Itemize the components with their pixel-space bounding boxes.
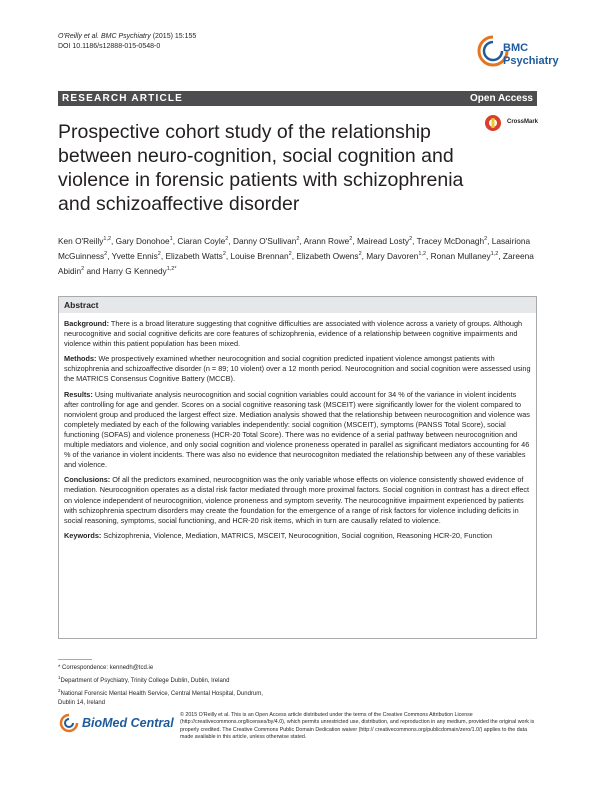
author-name[interactable]: Louise Brennan: [230, 250, 289, 261]
section-label: Keywords:: [64, 530, 102, 540]
author-affiliation-marker: 2: [288, 250, 292, 257]
author-affiliation-marker: 2: [222, 250, 226, 257]
author-name[interactable]: Elizabeth Watts: [165, 250, 223, 261]
author-name[interactable]: Mairead Losty: [356, 235, 410, 246]
abstract-section-methods: [64, 354, 532, 384]
author-name[interactable]: Tracey McDonagh: [416, 235, 485, 246]
author-affiliation-marker: 2: [349, 236, 353, 242]
citation-volume: (2015) 15:155: [150, 33, 197, 40]
author-name[interactable]: Gary Donohoe: [115, 235, 170, 246]
author-affiliation-marker: 2: [484, 236, 488, 242]
footnotes: [58, 664, 298, 708]
crossmark-label: CrossMark: [507, 119, 539, 125]
abstract-section-background: [64, 319, 532, 349]
section-label: Background:: [64, 319, 109, 328]
author-affiliation-marker: 2: [409, 236, 413, 242]
affiliation-1-text: Department of Psychiatry, Trinity College Dublin, Dublin, Ireland: [60, 678, 230, 684]
author-name[interactable]: Ken O'Reilly: [58, 235, 104, 246]
author-name[interactable]: Mary Davoren: [366, 250, 419, 261]
author-list: Ken O'Reilly$^{1,2}$, Gary Donohoe$^1$, Ciaran Coyle$^2$, Danny O'Sullivan$^2$, Arann Rowe$^2$, Mairead Losty$^2$, Tracey McDonagh$^2$, Lasairiona McGuinness$^2$, Yvette Ennis$^2$, Elizabeth Watts$^2$, Louise Brennan$^2$, Elizabeth Owens$^2$, Mary Davoren$^{1,2}$, Ronan Mullaney$^{1,2}$, Zareena Abidin$^2$ and Harry G Kennedy$^{1,2*}$: [58, 235, 534, 276]
biomed-central-swirl-icon: [58, 713, 80, 733]
author-name[interactable]: Lasairiona McGuinness: [58, 235, 531, 261]
section-label: Methods:: [64, 354, 97, 364]
author-affiliation-marker: 1,2: [490, 250, 499, 257]
abstract-section-keywords: [64, 531, 532, 541]
section-text: Using multivariate analysis neurocognition and social cognition variables could account for 34 % of the variance in violent incidents after controlling for age and gender. Scores on a social cognitive reasoning task (MSCEIT) were significantly lower for the violent compared to nonviolent group and produced the largest effect size. Mediation analysis showed that the relationship between neurocognition and violence was completely mediated by each of the following variables independently: social cognition (MSCEIT), symptoms (PANSS Total Score), social functioning (SOFAS) and violence proneness (HCR-20 Total Score). There was no evidence of a serial pathway between neurocognition and multiple mediators and violence, and only social cognition and violence proneness operated in parallel as significant mediators accounting for 46 % of the variance in violent incidents. There was also no evidence that neurocogniton mediated the relationship between any of these variables and violence.: [64, 389, 530, 470]
author-name[interactable]: Harry G Kennedy: [102, 265, 167, 276]
author-affiliation-marker: 2: [81, 265, 85, 272]
crossmark-badge[interactable]: [484, 114, 544, 132]
crossmark-icon: [484, 114, 504, 132]
author-affiliation-marker: 2: [358, 250, 362, 257]
author-affiliation-marker: 1,2: [418, 250, 427, 257]
abstract-heading: Abstract: [59, 297, 536, 313]
author-name[interactable]: Ronan Mullaney: [430, 250, 491, 261]
footnote-divider: [58, 659, 92, 660]
author-name[interactable]: Danny O'Sullivan: [232, 235, 297, 246]
logo-text-journal: Psychiatry: [503, 55, 559, 67]
section-label: Conclusions:: [64, 475, 111, 485]
author-name[interactable]: Elizabeth Owens: [296, 250, 359, 261]
license-statement: © 2015 O'Reilly et al. This is an Open Access article distributed under the terms of the Creative Commons Attribution License (http://creativecommons.org/licenses/by/4.0), which permits unrestricted use, distribution, and reproduction in any medium, provided the original work is properly credited. The Creative Commons Public Domain Dedication waiver (http:// creativecommons.org/publicdomain/zero/1.0/) applies to the data made available in this article, unless otherwise stated.: [180, 712, 535, 741]
author-affiliation-marker: 2: [225, 236, 229, 242]
doi[interactable]: DOI 10.1186/s12888-015-0548-0: [58, 43, 161, 50]
author-affiliation-marker: 1: [169, 236, 173, 242]
abstract-box: [58, 296, 537, 639]
author-name[interactable]: Arann Rowe: [303, 235, 350, 246]
author-name[interactable]: Yvette Ennis: [111, 250, 158, 261]
section-label: Results:: [64, 389, 93, 399]
section-text: There is a broad literature suggesting that cognitive difficulties are associated with violence across a variety of groups. Although neurocognitive and social cognitive deficits are core features of schizophrenia, evidence of a relationship between cognitive impairments and violence within this patient population has been mixed.: [64, 319, 523, 349]
journal-name: O'Reilly et al. BMC Psychiatry: [58, 33, 151, 40]
author-affiliation-marker: 2: [104, 250, 108, 257]
affiliation-2-continued: Dublin 14, Ireland: [58, 700, 106, 706]
article-banner: [58, 91, 537, 106]
bmc-psychiatry-logo[interactable]: [476, 28, 559, 76]
correspondence-email[interactable]: * Correspondence: kennedh@tcd.ie: [58, 665, 154, 671]
biomed-central-text: BioMed Central: [82, 716, 174, 730]
citation-block: [58, 32, 196, 52]
abstract-body: [64, 319, 532, 546]
affiliation-2-text: National Forensic Mental Health Service, Central Mental Hospital, Dundrum,: [60, 691, 263, 697]
affiliation-2: $^2$National Forensic Mental Health Service, Central Mental Hospital, Dundrum,: [58, 688, 263, 697]
author-name[interactable]: Zareena Abidin: [58, 250, 534, 276]
author-affiliation-marker: 2: [157, 250, 161, 257]
section-text: Of all the predictors examined, neurocognition was the only variable whose effects on violence consistently showed evidence of mediation. Neurocognition operates as a distal risk factor mediated through more proximal factors. Social cognition in contrast has a direct effect on violence independent of neurocognition, violence proneness and symptom severity. The neurocognitive impairment experienced by patients with schizophrenia spectrum disorders may create the foundation for the emergence of a range of risk factors for violence including deficits in social reasoning, symptoms, social functioning, and HCR-20 risk items, which in turn are causally related to violence.: [64, 475, 530, 525]
affiliation-1: $^1$Department of Psychiatry, Trinity College Dublin, Dublin, Ireland: [58, 675, 230, 684]
article-title: Prospective cohort study of the relationship between neuro-cognition, social cognition and violence in forensic patients with schizophrenia and schizoaffective disorder: [58, 121, 464, 215]
author-affiliation-marker: 1,2: [103, 236, 112, 242]
section-text: Schizophrenia, Violence, Mediation, MATRICS, MSCEIT, Neurocognition, Social cognition, Reasoning HCR-20, Function: [103, 530, 493, 540]
biomed-central-logo[interactable]: [58, 712, 178, 734]
author-affiliation-marker: 1,2*: [166, 265, 177, 272]
logo-text-bmc: BMC: [503, 42, 529, 54]
section-text: We prospectively examined whether neurocognition and social cognition predicted inpatient violence amongst patients with schizophrenia and schizoaffective disorder (n = 89; 10 violent) over a 12 month period. Neurocognition and social cognition were assessed using the MATRICS Consensus Cognitive Battery (MCCB).: [64, 354, 531, 384]
open-access-label[interactable]: Open Access: [470, 93, 533, 104]
abstract-section-conclusions: [64, 475, 532, 525]
author-affiliation-marker: 2: [296, 236, 300, 242]
author-name[interactable]: Ciaran Coyle: [177, 235, 226, 246]
citation-line: [58, 32, 196, 42]
abstract-section-results: [64, 390, 532, 471]
article-type: RESEARCH ARTICLE: [62, 93, 184, 104]
